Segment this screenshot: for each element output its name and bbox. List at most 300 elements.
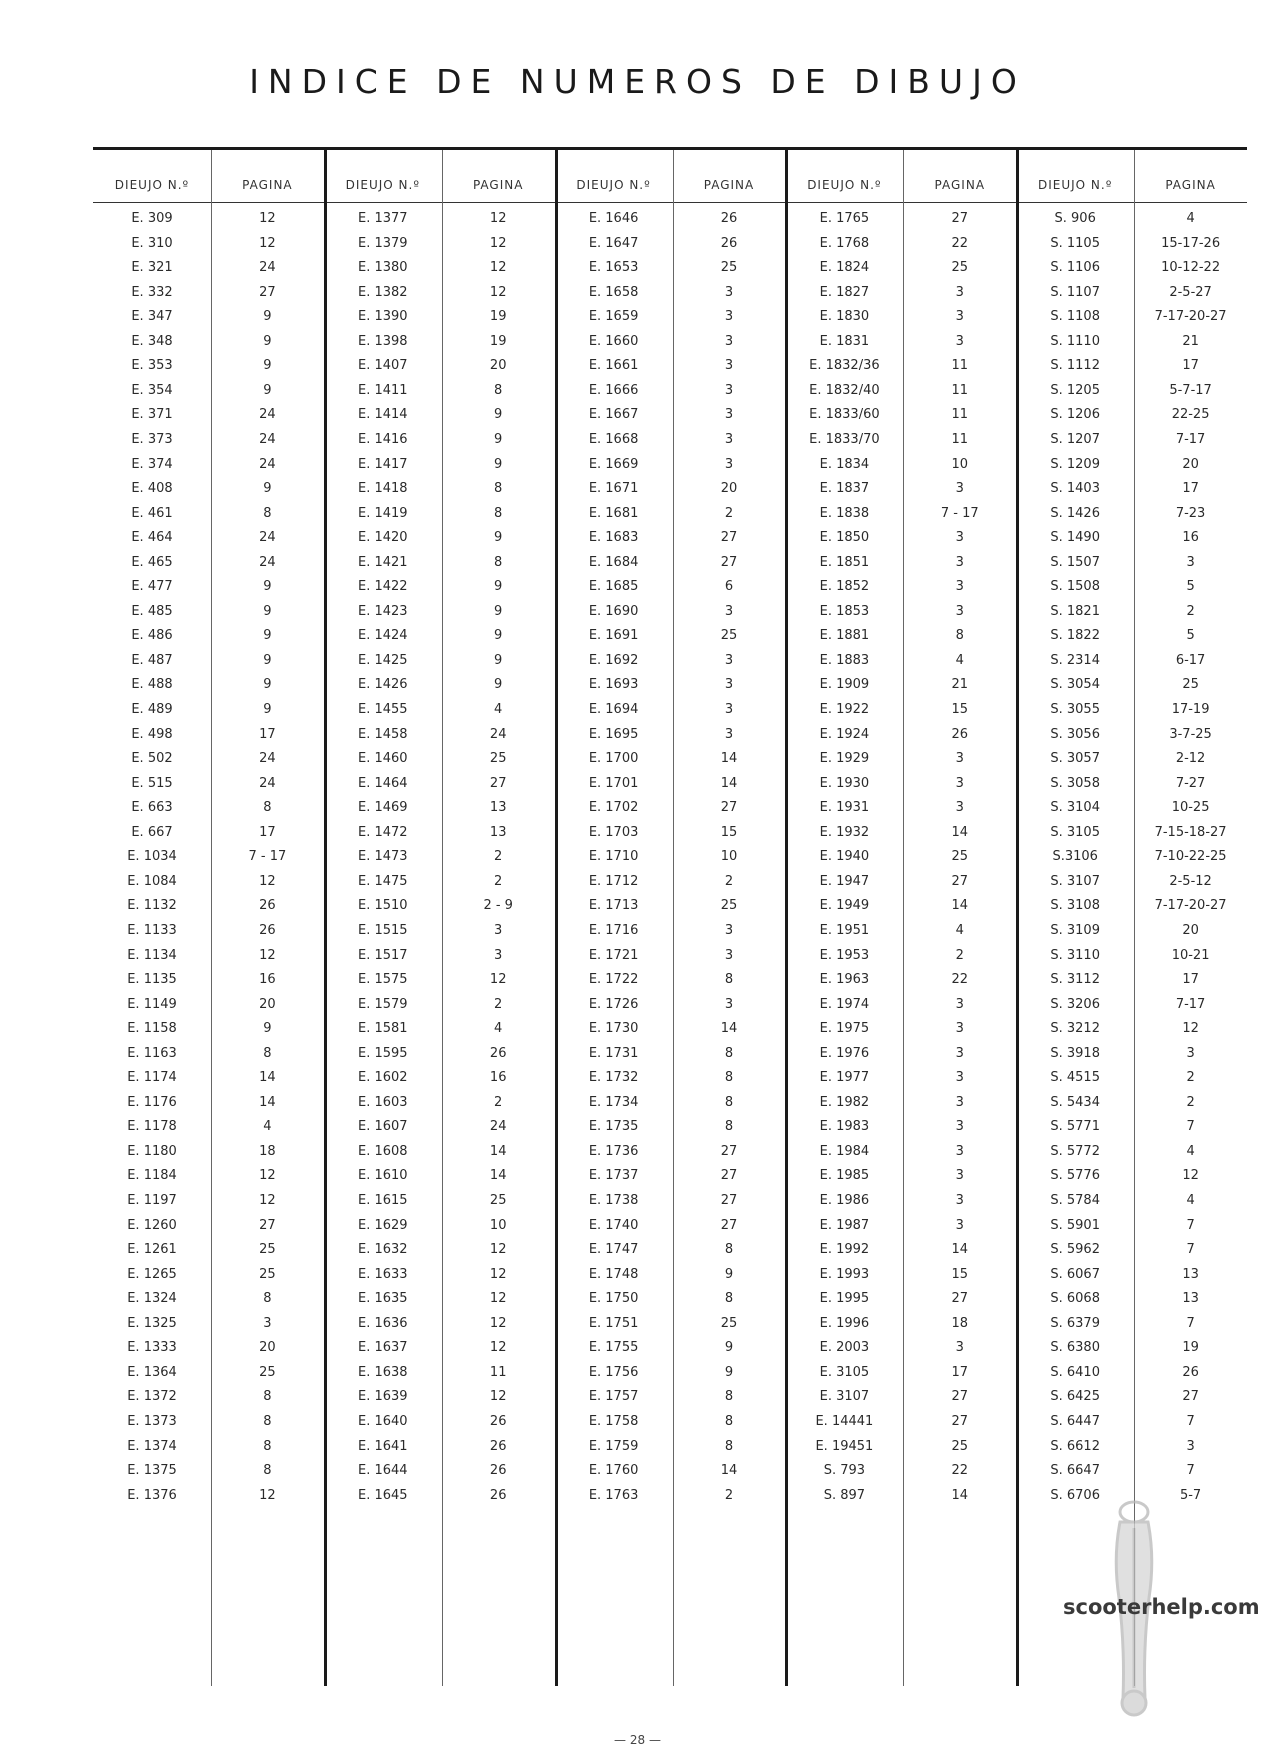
page-cell: 6	[724, 579, 734, 595]
drawing-number-cell: S. 3112	[1050, 972, 1100, 988]
page-cell: 25	[489, 751, 507, 767]
drawing-number-cell: E. 371	[131, 407, 173, 423]
page-cell: 15	[951, 702, 969, 717]
page-cell: 24	[259, 260, 276, 276]
drawing-number-cell: E. 1974	[819, 996, 870, 1012]
drawing-number-cell: E. 1949	[819, 898, 870, 914]
drawing-number-cell: E. 1996	[819, 1315, 870, 1331]
page-cell: 12	[489, 235, 507, 251]
drawing-number-cell: E. 1977	[819, 1070, 870, 1086]
page-cell: 7	[1186, 1315, 1195, 1331]
page-cell: 3	[724, 456, 734, 472]
drawing-number-cell: E. 1993	[819, 1266, 870, 1282]
drawing-number-cell: S. 6447	[1050, 1413, 1100, 1429]
drawing-number-cell: S. 1206	[1050, 407, 1100, 423]
drawing-number-cell: E. 465	[131, 554, 173, 570]
drawing-number-cell: E. 3107	[819, 1389, 870, 1405]
drawing-number-cell: E. 477	[131, 579, 173, 595]
drawing-number-cell: E. 1669	[588, 456, 639, 472]
drawing-number-cell: E. 1666	[588, 382, 639, 398]
page-cell: 3	[955, 800, 964, 816]
page-cell: 14	[489, 1143, 507, 1159]
drawing-number-cell: E. 19451	[815, 1438, 874, 1454]
page-cell: 12	[259, 873, 276, 889]
page-cell: 3	[955, 1340, 964, 1356]
drawing-number-cell: E. 348	[131, 333, 173, 349]
page-cell: 14	[259, 1094, 276, 1110]
page-cell: 8	[263, 800, 272, 816]
page-cell: 15-17-26	[1161, 235, 1221, 251]
page-cell: 17-19	[1171, 702, 1210, 717]
drawing-number-cell: E. 1639	[358, 1389, 408, 1405]
page-cell: 16	[1182, 530, 1199, 546]
drawing-number-cell: E. 3105	[819, 1364, 870, 1380]
page-cell: 9	[263, 309, 272, 325]
drawing-number-cell: E. 1982	[819, 1094, 870, 1110]
watermark-text: scooterhelp.com	[1063, 1595, 1260, 1619]
page-cell: 10	[489, 1217, 507, 1233]
header-drawing-number: DIEUJO N.º	[576, 178, 651, 192]
drawing-number-cell: E. 1694	[588, 702, 639, 717]
page-cell: 22	[951, 972, 969, 988]
page-cell: 27	[951, 873, 969, 889]
page-cell: 2	[494, 996, 503, 1012]
page-cell: 10	[951, 456, 969, 472]
page-cell: 13	[489, 800, 507, 816]
drawing-number-cell: E. 1883	[819, 652, 870, 668]
page-cell: 14	[951, 898, 969, 914]
header-page: PAGINA	[934, 178, 986, 192]
drawing-number-cell: S. 6612	[1050, 1438, 1100, 1454]
page-cell: 3	[955, 530, 964, 546]
page-cell: 27	[951, 1389, 969, 1405]
page-cell: 10-21	[1171, 947, 1210, 963]
header-page: PAGINA	[472, 178, 524, 192]
header-page: PAGINA	[1165, 178, 1216, 192]
drawing-number-cell: E. 1421	[358, 554, 408, 570]
header-drawing-number: DIEUJO N.º	[114, 178, 190, 192]
page-cell: 2	[1186, 603, 1195, 619]
drawing-number-cell: E. 1422	[358, 579, 408, 595]
page-cell: 2	[494, 873, 503, 889]
drawing-number-cell: E. 1660	[588, 333, 639, 349]
drawing-number-cell: E. 1134	[127, 947, 177, 963]
page-cell: 8	[724, 1291, 734, 1307]
drawing-number-cell: S. 3057	[1050, 751, 1100, 767]
drawing-number-cell: E. 1932	[819, 824, 870, 840]
page-cell: 24	[489, 726, 507, 742]
drawing-number-cell: S. 5962	[1050, 1242, 1100, 1258]
drawing-number-cell: E. 1178	[127, 1119, 177, 1135]
drawing-number-cell: E. 1940	[819, 849, 870, 865]
page-cell: 25	[1182, 677, 1199, 693]
drawing-number-cell: E. 1325	[127, 1315, 177, 1331]
page-cell: 3	[724, 431, 734, 447]
drawing-number-cell: E. 1629	[358, 1217, 408, 1233]
drawing-number-cell: E. 1517	[358, 947, 408, 963]
drawing-number-cell: E. 1834	[819, 456, 870, 472]
drawing-number-cell: E. 1986	[819, 1193, 870, 1208]
drawing-number-cell: E. 408	[131, 481, 173, 497]
page-title: INDICE DE NUMEROS DE DIBUJO	[249, 62, 1026, 101]
page-cell: 27	[720, 530, 738, 546]
drawing-number-cell: E. 1833/70	[809, 431, 880, 447]
header-drawing-number: DIEUJO N.º	[807, 178, 882, 192]
page-cell: 3	[955, 996, 964, 1012]
drawing-number-cell: E. 1632	[358, 1242, 408, 1258]
drawing-number-cell: E. 1458	[358, 726, 408, 742]
drawing-number-cell: E. 1985	[819, 1168, 870, 1184]
drawing-number-cell: E. 1995	[819, 1291, 870, 1307]
page-cell: 20	[489, 358, 507, 374]
drawing-number-cell: E. 1850	[819, 530, 870, 546]
drawing-number-cell: E. 1703	[588, 824, 639, 840]
drawing-number-cell: E. 1411	[358, 382, 408, 398]
drawing-number-cell: E. 1653	[588, 260, 639, 276]
page-cell: 9	[263, 603, 272, 619]
page-cell: 26	[489, 1045, 507, 1061]
drawing-number-cell: E. 502	[131, 751, 173, 767]
page-cell: 27	[720, 1168, 738, 1184]
page-cell: 7 - 17	[248, 849, 287, 865]
drawing-number-cell: E. 1414	[358, 407, 408, 423]
page-cell: 9	[494, 456, 503, 472]
drawing-number-cell: S. 793	[823, 1463, 866, 1479]
page-cell: 18	[259, 1143, 276, 1159]
page-cell: 24	[489, 1119, 507, 1135]
drawing-number-cell: E. 1163	[127, 1045, 177, 1061]
page-cell: 11	[951, 407, 969, 423]
page-cell: 8	[263, 1438, 272, 1454]
page-cell: 4	[1186, 211, 1195, 226]
drawing-number-cell: E. 1419	[358, 505, 408, 521]
drawing-number-cell: E. 310	[131, 235, 173, 251]
drawing-number-cell: E. 1691	[588, 628, 639, 644]
drawing-number-cell: E. 1667	[588, 407, 639, 423]
page-cell: 22	[951, 1463, 969, 1479]
page-cell: 3	[955, 1045, 964, 1061]
drawing-number-cell: E. 1953	[819, 947, 870, 963]
page-cell: 2	[724, 505, 734, 521]
page-cell: 8	[724, 1242, 734, 1258]
page-cell: 9	[724, 1340, 734, 1356]
drawing-number-cell: E. 1407	[358, 358, 408, 374]
drawing-number-cell: E. 1695	[588, 726, 639, 742]
drawing-number-cell: E. 374	[131, 456, 173, 472]
drawing-number-cell: S. 6425	[1050, 1389, 1100, 1405]
drawing-number-cell: E. 1716	[588, 922, 639, 938]
drawing-number-cell: S. 1105	[1050, 235, 1100, 251]
page-cell: 10-12-22	[1161, 260, 1221, 276]
page-cell: 13	[489, 824, 507, 840]
drawing-number-cell: E. 1398	[358, 333, 408, 349]
drawing-number-cell: S. 5784	[1050, 1193, 1100, 1208]
page-cell: 3	[955, 1217, 964, 1233]
page-cell: 3	[724, 284, 734, 300]
page-cell: 27	[720, 1143, 738, 1159]
drawing-number-cell: E. 1158	[127, 1021, 177, 1037]
drawing-number-cell: E. 1084	[127, 873, 177, 889]
page-cell: 17	[1182, 481, 1199, 497]
page-cell: 12	[1182, 1021, 1199, 1037]
page-cell: 16	[489, 1070, 507, 1086]
page-cell: 11	[951, 431, 969, 447]
page-cell: 3	[724, 922, 734, 938]
page-cell: 7	[1186, 1119, 1195, 1135]
page-cell: 9	[494, 431, 503, 447]
page-cell: 27	[720, 554, 738, 570]
page-cell: 3-7-25	[1169, 726, 1212, 742]
page-cell: 4	[494, 702, 503, 717]
page-cell: 9	[263, 579, 272, 595]
page-cell: 3	[955, 1119, 964, 1135]
page-cell: 7-17	[1175, 996, 1206, 1012]
drawing-number-cell: E. 1132	[127, 898, 177, 914]
drawing-number-cell: E. 1831	[819, 333, 870, 349]
drawing-number-cell: E. 1735	[588, 1119, 639, 1135]
drawing-number-cell: E. 1372	[127, 1389, 177, 1405]
drawing-number-cell: E. 1929	[819, 751, 870, 767]
page-cell: 8	[724, 1070, 734, 1086]
page-cell: 8	[724, 1389, 734, 1405]
drawing-number-cell: E. 1475	[358, 873, 408, 889]
drawing-number-cell: E. 1379	[358, 235, 408, 251]
page-cell: 26	[720, 235, 738, 251]
page-cell: 17	[1182, 972, 1199, 988]
drawing-number-cell: E. 1640	[358, 1413, 408, 1429]
drawing-number-cell: E. 1738	[588, 1193, 639, 1208]
drawing-number-cell: E. 1607	[358, 1119, 408, 1135]
page-cell: 21	[951, 677, 969, 693]
page-cell: 9	[263, 481, 272, 497]
drawing-number-cell: E. 1832/36	[809, 358, 880, 374]
page-cell: 3	[1186, 1438, 1195, 1454]
drawing-number-cell: E. 1838	[819, 505, 870, 521]
drawing-number-cell: E. 1837	[819, 481, 870, 497]
page-cell: 14	[720, 1021, 738, 1037]
drawing-number-cell: E. 1659	[588, 309, 639, 325]
drawing-number-cell: E. 1763	[588, 1487, 639, 1503]
drawing-number-cell: E. 1380	[358, 260, 408, 276]
drawing-number-cell: S. 3055	[1050, 702, 1100, 717]
drawing-number-cell: E. 1261	[127, 1242, 177, 1258]
page-cell: 12	[489, 260, 507, 276]
page-cell: 3	[724, 358, 734, 374]
page-cell: 13	[1182, 1291, 1199, 1307]
drawing-number-cell: E. 1759	[588, 1438, 639, 1454]
page-cell: 9	[494, 530, 503, 546]
drawing-number-cell: E. 1992	[819, 1242, 870, 1258]
drawing-number-cell: S. 1107	[1050, 284, 1100, 300]
header-drawing-number: DIEUJO N.º	[345, 178, 420, 192]
drawing-number-cell: E. 1575	[358, 972, 408, 988]
drawing-number-cell: E. 1376	[127, 1487, 177, 1503]
drawing-number-cell: E. 1684	[588, 554, 639, 570]
drawing-number-cell: S. 5776	[1050, 1168, 1100, 1184]
drawing-number-cell: E. 1658	[588, 284, 639, 300]
page-cell: 3	[955, 1094, 964, 1110]
page-cell: 9	[494, 652, 503, 668]
page-cell: 24	[259, 431, 276, 447]
header-divider	[93, 202, 1247, 203]
header-page: PAGINA	[242, 178, 293, 192]
drawing-number-cell: E. 485	[131, 603, 173, 619]
page-cell: 8	[263, 1463, 272, 1479]
page-cell: 3	[955, 1021, 964, 1037]
page-cell: 9	[494, 407, 503, 423]
page-cell: 3	[724, 726, 734, 742]
drawing-number-cell: E. 1416	[358, 431, 408, 447]
page-cell: 4	[263, 1119, 272, 1135]
drawing-number-cell: S. 1403	[1050, 481, 1100, 497]
page-cell: 27	[951, 211, 969, 226]
page-cell: 12	[489, 211, 507, 226]
page-cell: 8	[263, 1291, 272, 1307]
drawing-number-cell: S. 6067	[1050, 1266, 1100, 1282]
drawing-number-cell: E. 1417	[358, 456, 408, 472]
drawing-number-cell: E. 1135	[127, 972, 177, 988]
drawing-number-cell: S. 3109	[1050, 922, 1100, 938]
page-cell: 25	[720, 898, 738, 914]
page-cell: 3	[955, 579, 964, 595]
page-cell: 2-12	[1175, 751, 1206, 767]
page-cell: 12	[259, 947, 276, 963]
page-cell: 3	[955, 554, 964, 570]
drawing-number-cell: E. 1701	[588, 775, 639, 791]
page-cell: 11	[951, 358, 969, 374]
page-cell: 14	[489, 1168, 507, 1184]
page-cell: 10-25	[1171, 800, 1210, 816]
drawing-number-cell: E. 1832/40	[809, 382, 880, 398]
drawing-number-cell: E. 464	[131, 530, 173, 546]
page-cell: 2 - 9	[483, 898, 513, 914]
drawing-number-cell: E. 1730	[588, 1021, 639, 1037]
drawing-number-cell: E. 486	[131, 628, 173, 644]
page-cell: 3	[724, 407, 734, 423]
drawing-index-table	[93, 147, 1247, 1686]
header-drawing-number: DIEUJO N.º	[1037, 178, 1113, 192]
drawing-number-cell: S. 5434	[1050, 1094, 1100, 1110]
drawing-number-cell: S. 6068	[1050, 1291, 1100, 1307]
drawing-number-cell: E. 489	[131, 702, 173, 717]
page-cell: 4	[955, 652, 964, 668]
drawing-number-cell: E. 1424	[358, 628, 408, 644]
page-cell: 24	[259, 775, 276, 791]
column-divider	[1134, 150, 1135, 1686]
page-cell: 26	[1182, 1364, 1199, 1380]
page-cell: 25	[259, 1364, 276, 1380]
drawing-number-cell: S. 3107	[1050, 873, 1100, 889]
page-cell: 12	[489, 1291, 507, 1307]
column-group-divider	[555, 150, 558, 1686]
drawing-number-cell: S. 1426	[1050, 505, 1100, 521]
drawing-number-cell: S. 1106	[1050, 260, 1100, 276]
drawing-number-cell: E. 1685	[588, 579, 639, 595]
page-cell: 3	[955, 333, 964, 349]
page-cell: 12	[489, 1266, 507, 1282]
drawing-number-cell: E. 1647	[588, 235, 639, 251]
drawing-number-cell: E. 1377	[358, 211, 408, 226]
drawing-number-cell: E. 1693	[588, 677, 639, 693]
drawing-number-cell: E. 1963	[819, 972, 870, 988]
drawing-number-cell: E. 667	[131, 824, 173, 840]
drawing-number-cell: E. 1425	[358, 652, 408, 668]
page-cell: 12	[259, 1168, 276, 1184]
page-cell: 27	[951, 1291, 969, 1307]
page-cell: 2	[1186, 1070, 1195, 1086]
page-cell: 19	[1182, 1340, 1199, 1356]
column-group-divider	[324, 150, 327, 1686]
drawing-number-cell: E. 1726	[588, 996, 639, 1012]
page-cell: 9	[263, 677, 272, 693]
page-cell: 3	[263, 1315, 272, 1331]
page-cell: 12	[259, 235, 276, 251]
page-cell: 7-17-20-27	[1154, 898, 1227, 914]
drawing-number-cell: E. 1760	[588, 1463, 639, 1479]
drawing-number-cell: S. 3206	[1050, 996, 1100, 1012]
drawing-number-cell: E. 1034	[127, 849, 177, 865]
drawing-number-cell: E. 1149	[127, 996, 177, 1012]
page-cell: 8	[724, 1119, 734, 1135]
page-cell: 9	[494, 628, 503, 644]
page-cell: 2	[1186, 1094, 1195, 1110]
drawing-number-cell: E. 1750	[588, 1291, 639, 1307]
page-cell: 12	[489, 1340, 507, 1356]
drawing-number-cell: S. 1508	[1050, 579, 1100, 595]
drawing-number-cell: S. 3110	[1050, 947, 1100, 963]
drawing-number-cell: S. 6379	[1050, 1315, 1100, 1331]
page-cell: 9	[263, 333, 272, 349]
drawing-number-cell: E. 1637	[358, 1340, 408, 1356]
page-cell: 2-5-12	[1169, 873, 1212, 889]
page-cell: 25	[951, 1438, 969, 1454]
page-cell: 8	[263, 1045, 272, 1061]
page-cell: 3	[955, 309, 964, 325]
page-cell: 8	[724, 1045, 734, 1061]
drawing-number-cell: S. 1207	[1050, 431, 1100, 447]
drawing-number-cell: E. 1737	[588, 1168, 639, 1184]
page-cell: 4	[494, 1021, 503, 1037]
page-cell: 9	[494, 603, 503, 619]
page-cell: 4	[1186, 1143, 1195, 1159]
page-cell: 15	[720, 824, 738, 840]
page-cell: 2	[724, 1487, 734, 1503]
drawing-number-cell: E. 1951	[819, 922, 870, 938]
drawing-number-cell: S. 1112	[1050, 358, 1100, 374]
page-cell: 18	[951, 1315, 969, 1331]
drawing-number-cell: E. 1734	[588, 1094, 639, 1110]
page-cell: 26	[259, 922, 276, 938]
page-cell: 3	[955, 775, 964, 791]
page-cell: 8	[263, 1413, 272, 1429]
drawing-number-cell: E. 1700	[588, 751, 639, 767]
drawing-number-cell: E. 1581	[358, 1021, 408, 1037]
drawing-number-cell: E. 1260	[127, 1217, 177, 1233]
drawing-number-cell: E. 1646	[588, 211, 639, 226]
drawing-number-cell: S. 6647	[1050, 1463, 1100, 1479]
page-cell: 27	[259, 284, 276, 300]
page-cell: 25	[720, 260, 738, 276]
drawing-number-cell: S. 1822	[1050, 628, 1100, 644]
page-cell: 5-7	[1179, 1487, 1202, 1503]
page-cell: 20	[259, 996, 276, 1012]
column-divider	[903, 150, 904, 1686]
drawing-number-cell: E. 1633	[358, 1266, 408, 1282]
page-cell: 14	[951, 824, 969, 840]
drawing-number-cell: E. 1180	[127, 1143, 177, 1159]
page-cell: 25	[951, 849, 969, 865]
page-cell: 27	[720, 1217, 738, 1233]
